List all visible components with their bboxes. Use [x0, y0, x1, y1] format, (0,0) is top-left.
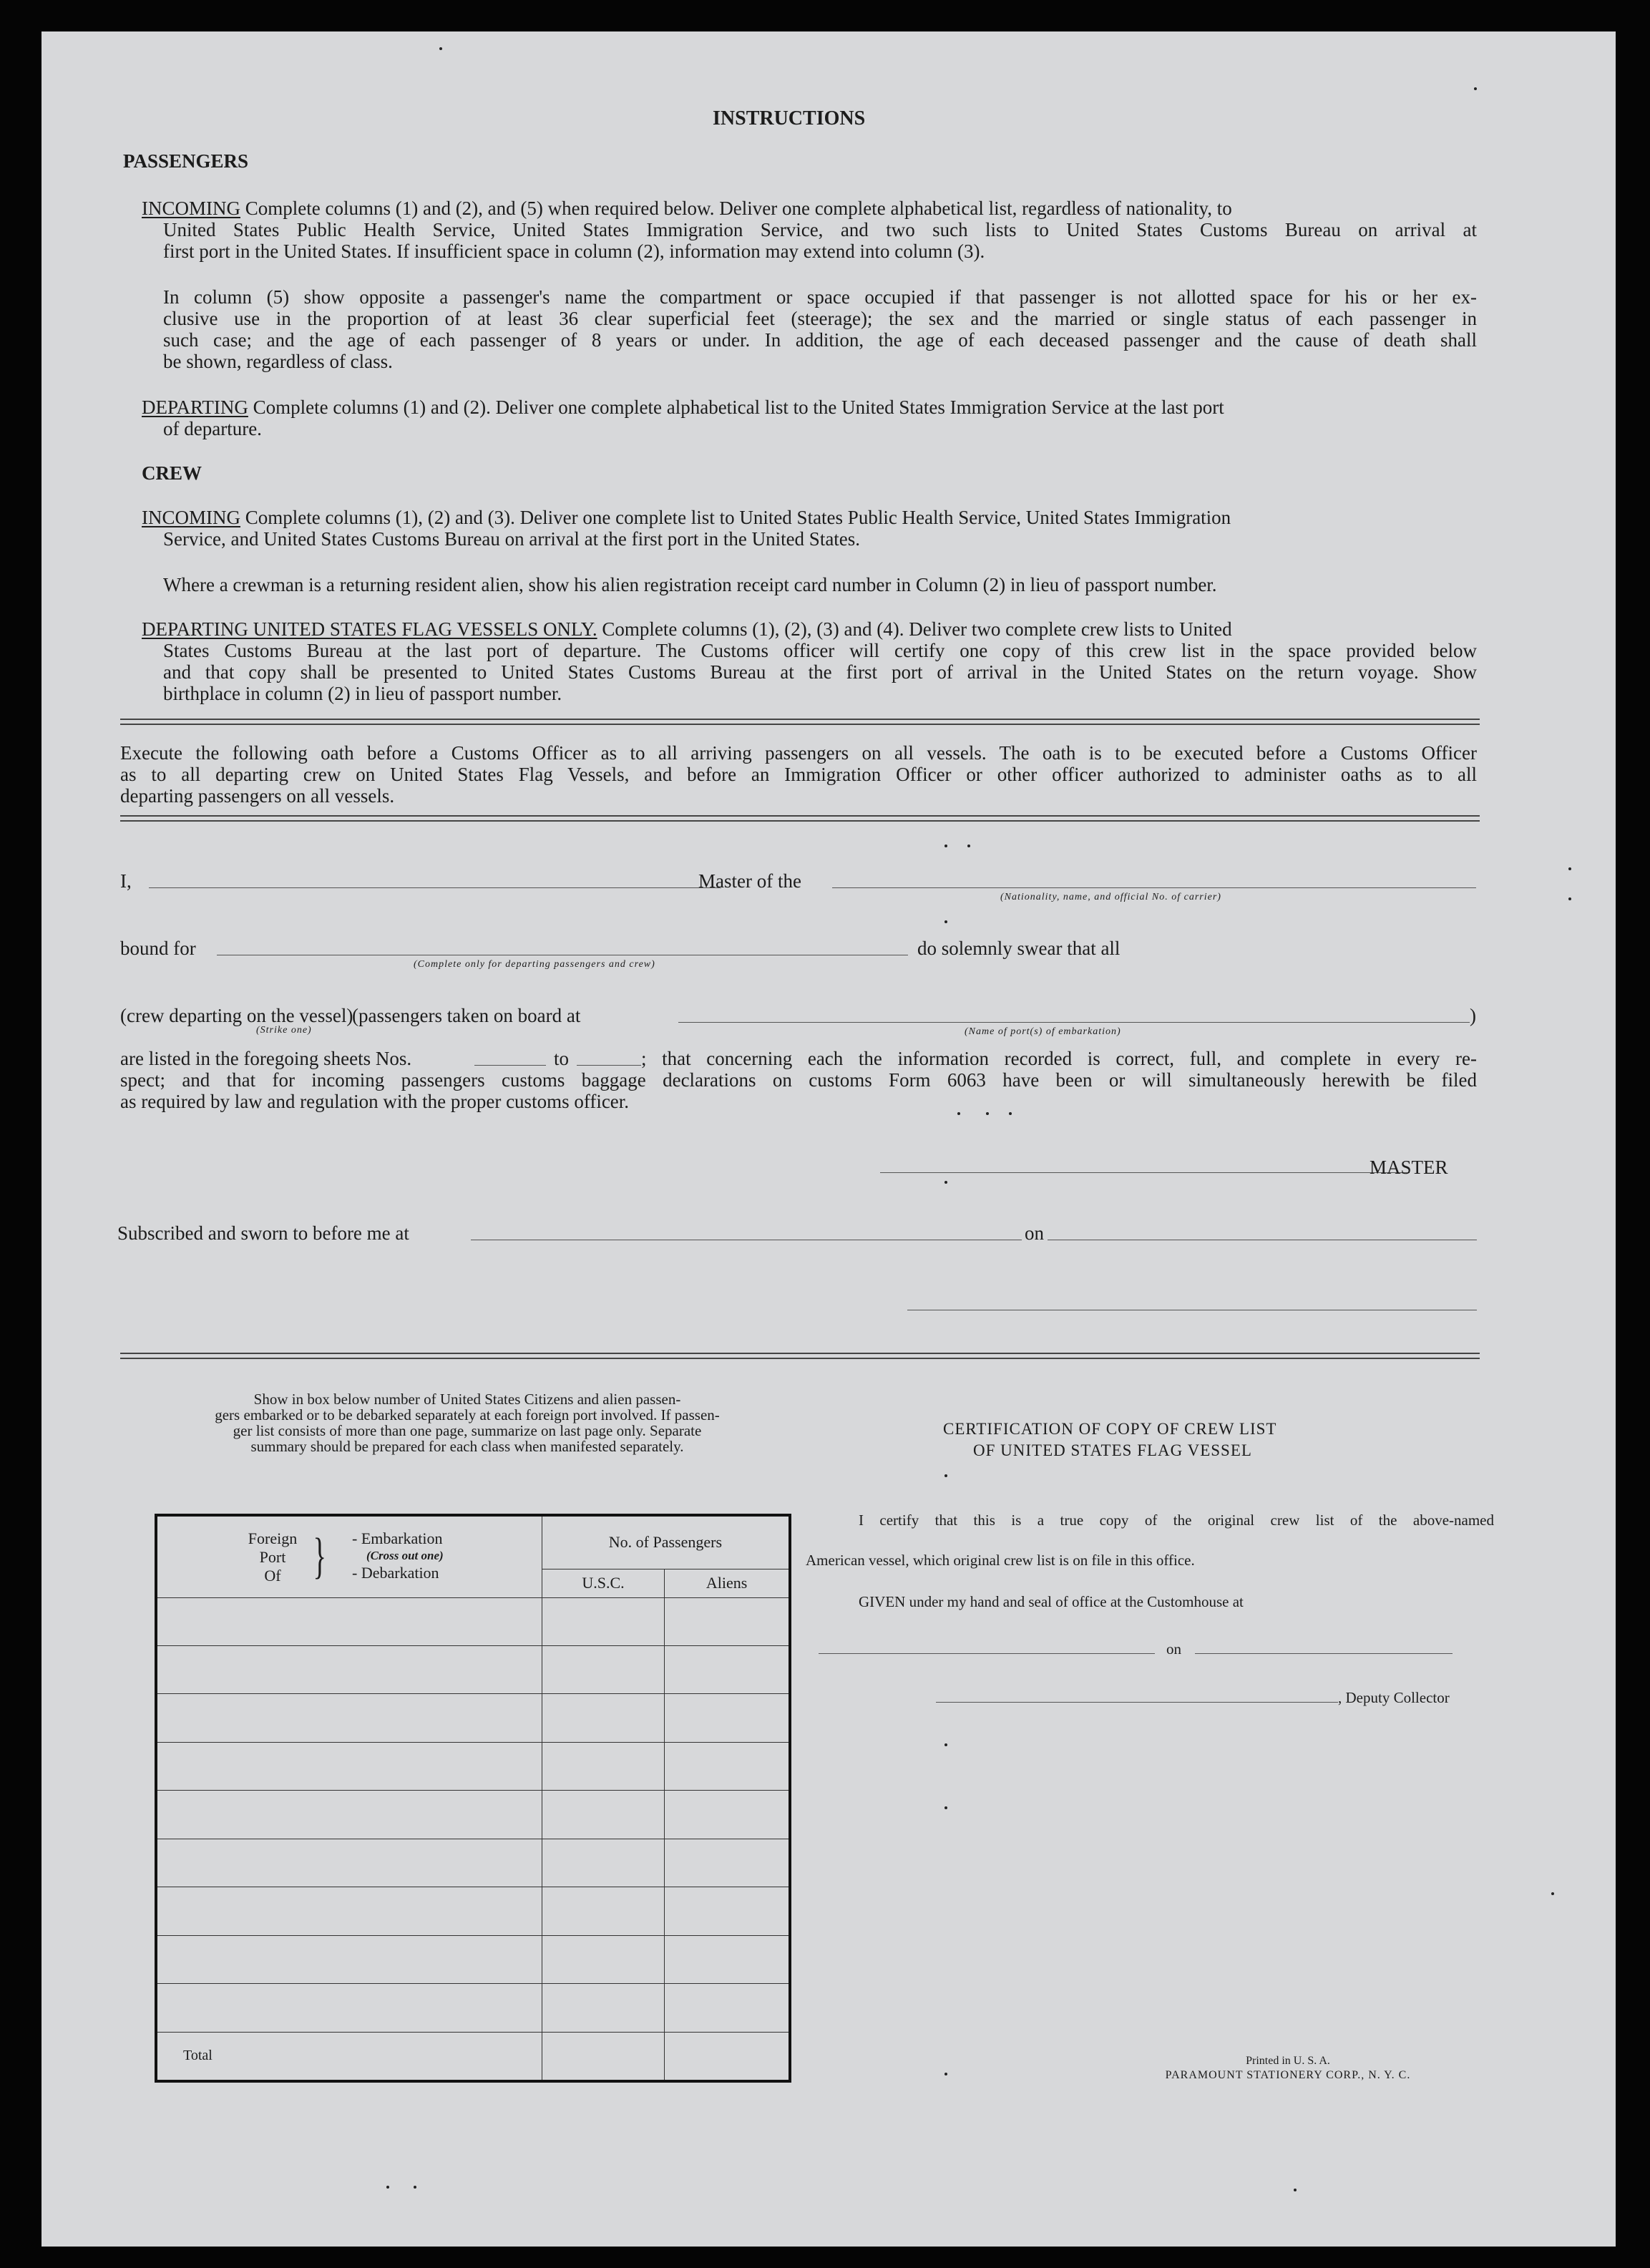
brace-icon: } [313, 1529, 327, 1585]
complete-only-caption: (Complete only for departing passengers and crew) [414, 959, 655, 970]
column5-l1: In column (5) show opposite a passenger's name the compartment or space occupied if that passenger is not allotted space for his or her ex- [163, 286, 1477, 308]
port-cell[interactable] [156, 1791, 542, 1839]
aliens-cell[interactable] [665, 1935, 790, 1983]
master-name-line[interactable] [149, 887, 721, 888]
crew-title: CREW [142, 462, 202, 484]
usc-cell[interactable] [542, 1791, 664, 1839]
certification-l3: GIVEN under my hand and seal of office at the Customhouse at [859, 1593, 1244, 1610]
port-cell[interactable] [156, 1597, 542, 1645]
port-cell[interactable] [156, 1887, 542, 1935]
port-label: Port [259, 1548, 286, 1567]
aliens-cell[interactable] [665, 1742, 790, 1790]
summary-note-l2: gers embarked or to be debarked separately at each foreign port involved. If passen- [215, 1406, 720, 1423]
summary-note-l1: Show in box below number of United States Citizens and alien passen- [253, 1391, 681, 1408]
passengers-incoming-l3: first port in the United States. If insufficient space in column (2), information may extend into column (3). [163, 240, 985, 262]
printer-l1: Printed in U. S. A. [1246, 2055, 1330, 2067]
listed-to: to [554, 1048, 570, 1069]
of-label: Of [264, 1567, 281, 1585]
aliens-cell[interactable] [665, 1887, 790, 1935]
scan-speck [1568, 867, 1571, 870]
oath-l2: spect; and that for incoming passengers customs baggage declarations on customs Form 6063 have been or will simultaneously herewith be filed [120, 1069, 1477, 1091]
divider [120, 1353, 1480, 1359]
resident-alien-note: Where a crewman is a returning resident alien, show his alien registration receipt card number in Column (2) in lieu of passport number. [163, 574, 1217, 595]
aliens-cell[interactable] [665, 1646, 790, 1694]
deputy-collector-label: , Deputy Collector [1338, 1689, 1450, 1706]
usc-cell[interactable] [542, 1646, 664, 1694]
incoming-text: Complete columns (1) and (2), and (5) when required below. Deliver one complete alphabetical list, regardless of nationality, to [245, 198, 1232, 219]
certification-date-line[interactable] [1195, 1653, 1453, 1654]
certification-on-label: on [1166, 1640, 1181, 1658]
crew-departing-l1 [142, 618, 1477, 641]
certification-title-l2: OF UNITED STATES FLAG VESSEL [973, 1441, 1252, 1459]
swear-text: do solemnly swear that all [917, 938, 1121, 959]
crew-departing-l2: States Customs Bureau at the last port of departure. The Customs officer will certify one copy of this crew list in the space provided below [163, 640, 1477, 661]
aliens-header: Aliens [665, 1569, 790, 1597]
usc-cell[interactable] [542, 1887, 664, 1935]
passengers-incoming-l1 [142, 198, 1477, 220]
scan-speck [1474, 87, 1477, 90]
scan-speck [1551, 1892, 1554, 1895]
scan-speck [944, 845, 947, 847]
aliens-cell[interactable] [665, 1694, 790, 1742]
oath-i: I, [120, 870, 132, 892]
aliens-cell[interactable] [665, 1597, 790, 1645]
divider [120, 815, 1480, 822]
port-cell[interactable] [156, 1694, 542, 1742]
certification-l2: American vessel, which original crew list is on file in this office. [806, 1552, 1195, 1569]
summary-note-l4: summary should be prepared for each class when manifested separately. [250, 1438, 684, 1455]
scan-speck [944, 2073, 947, 2075]
departing-label: DEPARTING [142, 396, 248, 418]
instructions-heading: INSTRUCTIONS [713, 107, 866, 130]
passengers-departing-l2: of departure. [163, 418, 262, 439]
crew-incoming-label: INCOMING [142, 507, 240, 528]
certification-title [943, 1418, 1276, 1461]
usc-header: U.S.C. [542, 1569, 664, 1597]
close-paren: ) [1470, 1005, 1476, 1026]
oath-instructions-l1: Execute the following oath before a Customs Officer as to all arriving passengers on all vessels. The oath is to be executed before a Customs Officer [120, 742, 1477, 764]
scan-speck [414, 2186, 416, 2189]
scan-speck [1294, 2189, 1297, 2191]
form-page [42, 31, 1616, 2247]
oath-instructions-l2: as to all departing crew on United States Flag Vessels, and before an Immigration Officer or other officer authorized to administer oaths as to all [120, 764, 1477, 785]
passenger-summary-table [155, 1514, 791, 2083]
total-aliens-cell[interactable] [665, 2032, 790, 2081]
scan-speck [967, 845, 970, 847]
summary-note-l3: ger list consists of more than one page, summarize on last page only. Separate [233, 1422, 702, 1439]
usc-cell[interactable] [542, 1935, 664, 1983]
scan-speck [957, 1112, 960, 1115]
scan-speck [386, 2186, 389, 2189]
port-cell[interactable] [156, 1839, 542, 1887]
crew-incoming-l2: Service, and United States Customs Bureau on arrival at the first port in the United States. [163, 528, 861, 550]
master-signature-line[interactable] [880, 1172, 1410, 1173]
port-cell[interactable] [156, 1935, 542, 1983]
listed-text-a: are listed in the foregoing sheets Nos. [120, 1048, 412, 1069]
certification-l1: I certify that this is a true copy of the original crew list of the above-named [859, 1512, 1494, 1529]
embarkation-label: - Embarkation [352, 1529, 443, 1548]
strike-one-caption: (Strike one) [256, 1025, 312, 1036]
port-cell[interactable] [156, 1984, 542, 2032]
master-signature-label: MASTER [1370, 1157, 1448, 1178]
scan-speck [944, 920, 947, 923]
certification-title-l1: CERTIFICATION OF COPY OF CREW LIST [943, 1420, 1277, 1438]
oath-instructions-l3: departing passengers on all vessels. [120, 785, 395, 807]
usc-cell[interactable] [542, 1742, 664, 1790]
total-usc-cell[interactable] [542, 2032, 664, 2081]
crew-incoming-l1 [142, 507, 1477, 529]
usc-cell[interactable] [542, 1984, 664, 2032]
deputy-signature-line[interactable] [936, 1702, 1338, 1703]
foreign-label: Foreign [248, 1529, 298, 1548]
incoming-label: INCOMING [142, 198, 240, 219]
scan-speck [944, 1743, 947, 1746]
scan-speck [986, 1112, 989, 1115]
sheet-from-line[interactable] [474, 1065, 546, 1066]
divider [120, 719, 1480, 725]
passengers-taken-option: (passengers taken on board at [352, 1005, 581, 1026]
port-cell[interactable] [156, 1742, 542, 1790]
column5-l2: clusive use in the proportion of at least 36 clear superficial feet (steerage); the sex and the married or single status of each passenger in [163, 308, 1477, 329]
scan-speck [944, 1806, 947, 1809]
aliens-cell[interactable] [665, 1791, 790, 1839]
crew-departing-text: Complete columns (1), (2), (3) and (4). Deliver two complete crew lists to United [602, 618, 1232, 640]
nationality-caption: (Nationality, name, and official No. of carrier) [1000, 892, 1221, 902]
scan-speck [439, 47, 442, 50]
bound-for-label: bound for [120, 938, 196, 959]
oath-l3: as required by law and regulation with the proper customs officer. [120, 1091, 630, 1112]
ports-caption: (Name of port(s) of embarkation) [965, 1026, 1121, 1037]
aliens-cell[interactable] [665, 1984, 790, 2032]
crew-departing-label: DEPARTING UNITED STATES FLAG VESSELS ONLY. [142, 618, 597, 640]
usc-cell[interactable] [542, 1694, 664, 1742]
usc-cell[interactable] [542, 1597, 664, 1645]
column5-l3: such case; and the age of each passenger of 8 years or under. In addition, the age of each deceased passenger and the cause of death shall [163, 329, 1477, 351]
port-cell[interactable] [156, 1646, 542, 1694]
crew-incoming-text: Complete columns (1), (2) and (3). Deliver one complete list to United States Public Health Service, United States Immigration [245, 507, 1231, 528]
cross-out-label: (Cross out one) [366, 1549, 444, 1563]
scan-speck [1009, 1112, 1012, 1115]
listed-text-b: ; that concerning each the information recorded is correct, full, and complete in every re- [641, 1048, 1477, 1069]
crew-departing-l3: and that copy shall be presented to United States Customs Bureau at the first port of arrival in the United States on the return voyage. Show [163, 661, 1477, 683]
crew-departing-l4: birthplace in column (2) in lieu of passport number. [163, 683, 562, 704]
no-passengers-header: No. of Passengers [542, 1515, 790, 1569]
printer-l2: PARAMOUNT STATIONERY CORP., N. Y. C. [1165, 2069, 1411, 2081]
crew-departing-option: (crew departing on the vessel) [120, 1005, 353, 1026]
total-label: Total [156, 2032, 542, 2081]
aliens-cell[interactable] [665, 1839, 790, 1887]
ports-line[interactable] [678, 1022, 1470, 1023]
passengers-departing-l1 [142, 396, 1477, 419]
summary-note [127, 1391, 807, 1454]
subscribed-on-label: on [1025, 1222, 1044, 1244]
scan-speck [1568, 897, 1571, 900]
subscribed-label: Subscribed and sworn to before me at [117, 1222, 409, 1244]
passengers-incoming-l2: United States Public Health Service, United States Immigration Service, and two such lists to United States Customs Bureau on arrival at [163, 219, 1477, 240]
sheet-to-line[interactable] [577, 1065, 641, 1066]
port-header-cell [156, 1515, 542, 1597]
passengers-title: PASSENGERS [123, 150, 249, 172]
scan-speck [944, 1474, 947, 1477]
scan-speck [944, 1181, 947, 1184]
debarkation-label: - Debarkation [352, 1564, 439, 1582]
vessel-line[interactable] [832, 887, 1476, 888]
printer-imprint [1131, 2054, 1445, 2083]
column5-l4: be shown, regardless of class. [163, 351, 393, 372]
usc-cell[interactable] [542, 1839, 664, 1887]
customhouse-place-line[interactable] [819, 1653, 1155, 1654]
departing-text: Complete columns (1) and (2). Deliver one complete alphabetical list to the United States Immigration Service at the last port [253, 396, 1224, 418]
master-of-the-label: Master of the [698, 870, 801, 892]
